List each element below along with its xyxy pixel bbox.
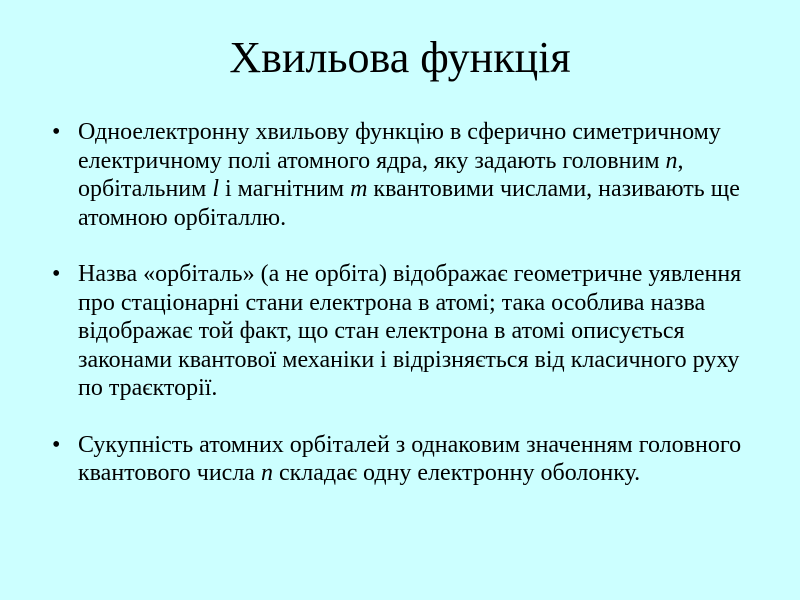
slide-title: Хвильова функція (229, 33, 571, 82)
bullet-text (78, 119, 740, 231)
text-segment: , орбітальним (78, 147, 684, 202)
text-segment: і магнітним (219, 176, 351, 202)
bullet-item-electron-shell (48, 431, 748, 488)
bullet-marker: • (52, 261, 61, 287)
quantum-number-l: l (212, 176, 219, 202)
bullet-list (48, 118, 748, 516)
text-segment: Одноелектронну хвильову функцію в сферично симетричному електричному полі атомного ядра, яку задають головним (78, 119, 721, 174)
text-segment: Сукупність атомних орбіталей з однаковим значенням головного квантового числа (78, 431, 742, 486)
bullet-text (78, 432, 741, 487)
bullet-text: Назва «орбіталь» (а не орбіта) відображає геометричне уявлення про стаціонарні стани електрона в атомі; така особлива назва відображає той факт, що стан електрона в атомі описується законами квантової механіки і відрізняється від класичного руху по траєкторії. (78, 261, 742, 401)
quantum-number-n: n (665, 147, 678, 174)
bullet-item-atomic-orbital (48, 118, 748, 232)
bullet-item-orbital-name (48, 260, 748, 403)
bullet-marker: • (52, 119, 61, 145)
bullet-marker: • (52, 431, 61, 458)
quantum-number-n: n (260, 460, 273, 486)
quantum-number-m: m (350, 176, 368, 202)
text-segment: квантовими числами, називають ще атомною орбіталлю. (78, 176, 740, 231)
text-segment: складає одну електронну оболонку. (272, 460, 641, 486)
